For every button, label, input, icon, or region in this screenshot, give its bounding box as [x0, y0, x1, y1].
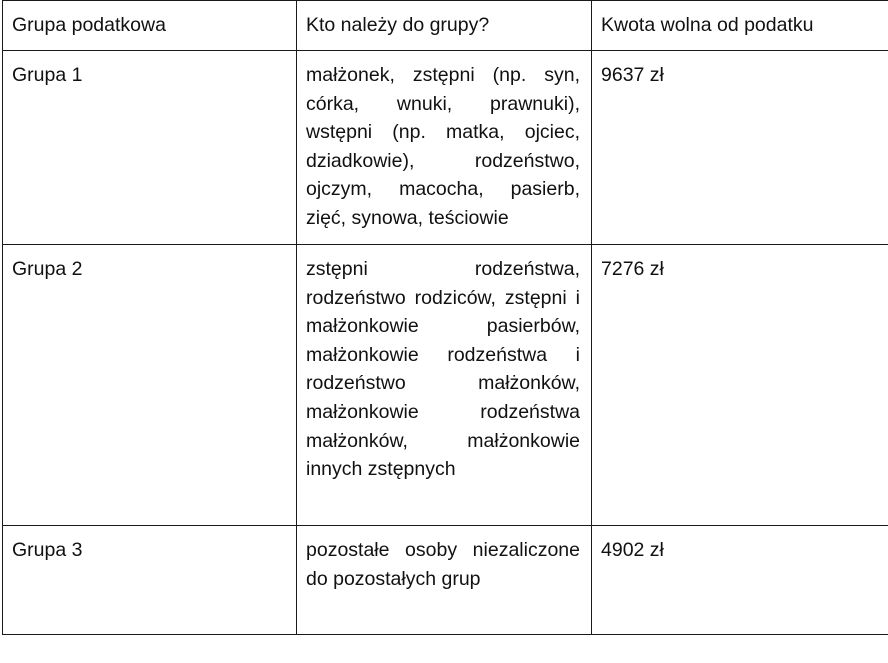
group-name-cell: Grupa 2	[3, 245, 297, 526]
header-amount: Kwota wolna od podatku	[592, 1, 888, 51]
group-name-cell: Grupa 1	[3, 51, 297, 245]
tax-groups-table	[2, 0, 888, 635]
members-cell	[297, 51, 592, 245]
tax-free-amount-cell: 7276 zł	[592, 245, 888, 526]
table-header-row	[3, 1, 888, 51]
header-members: Kto należy do grupy?	[297, 1, 592, 51]
table-row	[3, 526, 888, 635]
group-name-cell: Grupa 3	[3, 526, 297, 635]
header-group: Grupa podatkowa	[3, 1, 297, 51]
table-row	[3, 51, 888, 245]
tax-free-amount-cell: 9637 zł	[592, 51, 888, 245]
members-text: małżonek, zstępni (np. syn, córka, wnuki, prawnuki), wstępni (np. matka, ojciec, dziadkowie), rodzeństwo, ojczym, macocha, pasierb, zięć, synowa, teściowie	[306, 64, 580, 229]
members-cell	[297, 526, 592, 635]
tax-free-amount-cell: 4902 zł	[592, 526, 888, 635]
members-cell	[297, 245, 592, 526]
members-text: pozostałe osoby niezaliczone do pozostałych grup	[306, 539, 580, 590]
members-text: zstępni rodzeństwa, rodzeństwo rodziców, zstępni i małżonkowie pasierbów, małżonkowie rodzeństwa i rodzeństwo małżonków, małżonkowie rodzeństwa małżonków, małżonkowie innych zstępnych	[306, 258, 580, 481]
table-row	[3, 245, 888, 526]
